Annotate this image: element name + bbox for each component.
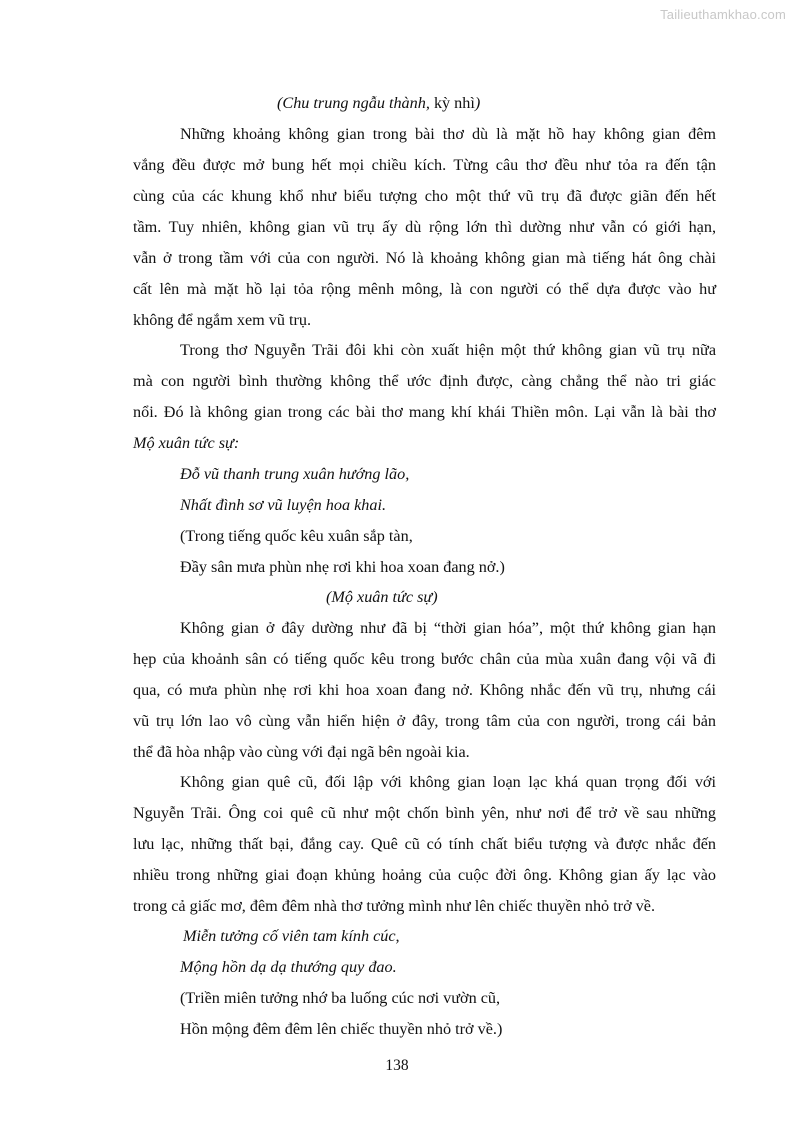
paragraph-line: qua, có mưa phùn nhẹ rơi khi hoa xoan đang nở. Không nhắc đến vũ trụ, nhưng cái xyxy=(133,681,716,699)
paragraph-line: vắng đều được mở bung hết mọi chiều kích. Từng câu thơ đều như tỏa ra đến tận xyxy=(133,156,716,174)
paragraph-line: nhiều trong những giai đoạn khủng hoảng của cuộc đời ông. Không gian ấy lạc vào xyxy=(133,866,716,884)
paragraph-line: hẹp của khoảnh sân có tiếng quốc kêu trong bước chân của mùa xuân đang vội vã đi xyxy=(133,650,716,668)
poem-line: Đỗ vũ thanh trung xuân hướng lão, xyxy=(180,465,410,483)
poem-title-suffix: : xyxy=(233,434,240,452)
poem-title: Mộ xuân tức sự xyxy=(133,434,234,452)
poem-translation-line: Hồn mộng đêm đêm lên chiếc thuyền nhỏ trở về.) xyxy=(180,1020,503,1038)
paragraph-line: Không gian ở đây dường như đã bị “thời gian hóa”, một thứ không gian hạn xyxy=(180,619,716,637)
poem-line: Mộng hồn dạ dạ thướng quy đao. xyxy=(180,958,397,976)
paragraph-line: tầm. Tuy nhiên, không gian vũ trụ ấy dù rộng lớn thì dường như vẫn có giới hạn, xyxy=(133,218,716,236)
caption-italic: (Chu trung ngẫu thành, xyxy=(277,94,430,112)
paragraph-line: vũ trụ lớn lao vô cùng vẫn hiển hiện ở đây, trong tâm của con người, trong cái bản xyxy=(133,712,716,730)
paragraph-line: nổi. Đó là không gian trong các bài thơ mang khí khái Thiền môn. Lại vẫn là bài thơ xyxy=(133,403,716,421)
paragraph-line: thể đã hòa nhập vào cùng với đại ngã bên ngoài kia. xyxy=(133,743,470,761)
paragraph-line: trong cả giấc mơ, đêm đêm nhà thơ tưởng mình như lên chiếc thuyền nhỏ trở về. xyxy=(133,897,655,915)
paragraph-line: mà con người bình thường không thể ước định được, càng chẳng thể nào tri giác xyxy=(133,372,716,390)
watermark: Tailieuthamkhao.com xyxy=(660,7,786,22)
page-number: 138 xyxy=(385,1057,409,1074)
poem-translation-line: (Trong tiếng quốc kêu xuân sắp tàn, xyxy=(180,527,413,545)
paragraph-line: lưu lạc, những thất bại, đắng cay. Quê cũ có tính chất biểu tượng và được nhắc đến xyxy=(133,835,716,853)
poem-translation-line: (Triền miên tưởng nhớ ba luống cúc nơi vườn cũ, xyxy=(180,989,501,1007)
paragraph-line: Trong thơ Nguyễn Trãi đôi khi còn xuất hiện một thứ không gian vũ trụ nữa xyxy=(180,341,716,359)
caption-rest: kỳ nhì xyxy=(429,94,475,112)
paragraph-line: Nguyễn Trãi. Ông coi quê cũ như một chốn bình yên, như nơi để trở về sau những xyxy=(133,804,716,822)
caption-close: ) xyxy=(474,94,481,112)
paragraph-line: Những khoảng không gian trong bài thơ dù là mặt hồ hay không gian đêm xyxy=(180,125,716,143)
paragraph-line: Không gian quê cũ, đối lập với không gian loạn lạc khá quan trọng đối với xyxy=(180,773,716,791)
paragraph-line: vẫn ở trong tầm với của con người. Nó là khoảng không gian mà tiếng hát ông chài xyxy=(133,249,716,267)
poem-line: Miễn tưởng cố viên tam kính cúc, xyxy=(183,927,400,945)
poem-translation-line: Đầy sân mưa phùn nhẹ rơi khi hoa xoan đang nở.) xyxy=(180,558,505,576)
paragraph-line: cùng của các khung khổ như biểu tượng cho một thứ vũ trụ đã được giãn đến hết xyxy=(133,187,716,205)
paragraph-line: không để ngắm xem vũ trụ. xyxy=(133,311,312,329)
poem-line: Nhất đình sơ vũ luyện hoa khai. xyxy=(180,496,387,514)
paragraph-line: cất lên mà mặt hồ lại tỏa rộng mênh mông, là con người có thể dựa được vào hư xyxy=(133,280,716,298)
poem-caption: (Mộ xuân tức sự) xyxy=(326,588,438,606)
poem-caption xyxy=(277,93,480,113)
poem-title-line xyxy=(133,433,239,453)
